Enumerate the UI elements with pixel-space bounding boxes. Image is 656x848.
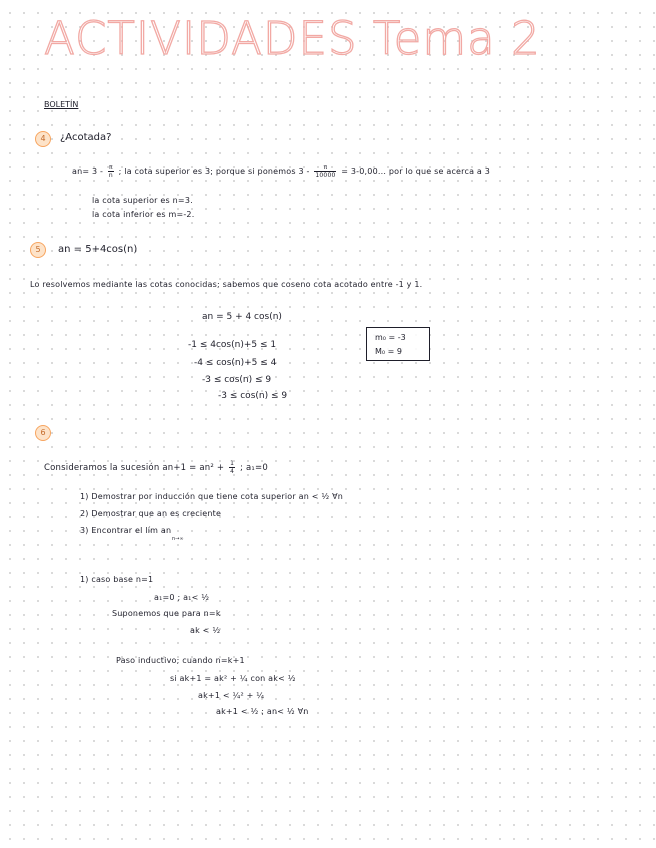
fraction: $\frac{1}{4}$ [230, 460, 235, 475]
section-heading: an = 5+4cos(n) [58, 244, 138, 255]
box-line: M₀ = 9 [375, 347, 402, 356]
step-line: -1 ≤ 4cos(n)+5 ≤ 1 [188, 340, 277, 350]
fraction: $\frac{\pi}{10000}$ [315, 164, 336, 179]
section-4-formula [72, 164, 490, 179]
fraction: $\frac{\pi}{n}$ [108, 164, 113, 179]
case-base-label: 1) caso base n=1 [80, 575, 154, 584]
inductive-line: si ak+1 = ak² + ¼ con ak< ½ [170, 674, 296, 683]
section-heading: ¿Acotada? [60, 132, 112, 143]
formula-suffix: = 3-0,00... por lo que se acerca a 3 [341, 167, 491, 176]
inductive-step-label: Paso inductivo; cuando n=k+1 [116, 656, 245, 665]
case-base-line: a₁=0 ; a₁< ½ [154, 593, 210, 602]
task-line: 3) Encontrar el lím an [80, 526, 172, 535]
formula-prefix: an= 3 - [72, 167, 104, 176]
page-title: ACTIVIDADES Tema 2 [44, 12, 541, 65]
section-5-intro: Lo resolvemos mediante las cotas conocidas; sabemos que coseno cota acotado entre -1 y 1. [30, 280, 423, 289]
step-line: -3 ≤ cos(n) ≤ 9 [202, 375, 272, 385]
task-line: 2) Demostrar que an es creciente [80, 509, 222, 518]
box-line: m₀ = -3 [375, 333, 406, 342]
lower-bound-line: la cota inferior es m=-2. [92, 210, 195, 219]
section-number-badge: 4 [35, 131, 51, 147]
suppose-line-2: ak < ½ [190, 626, 221, 635]
section-number-badge: 5 [30, 242, 46, 258]
upper-bound-line: la cota superior es n=3. [92, 196, 193, 205]
step-line: -3 ≤ cos(n) ≤ 9 [218, 391, 288, 401]
formula-text: ; la cota superior es 3; porque si ponemos 3 - [118, 167, 310, 176]
bounds-box [366, 327, 430, 361]
task-line: 1) Demostrar por inducción que tiene cota superior an < ½ ∀n [80, 492, 344, 501]
inductive-line: ak+1 < ¼² + ¼ [198, 691, 265, 700]
suppose-line: Suponemos que para n=k [112, 609, 221, 618]
section-number-badge: 6 [35, 425, 51, 441]
limit-subscript: n→∞ [172, 536, 184, 542]
boletin-label: BOLETÍN [44, 100, 79, 109]
section-6-statement [44, 460, 268, 475]
step-line: an = 5 + 4 cos(n) [202, 312, 282, 322]
statement-suffix: ; a₁=0 [240, 463, 268, 473]
inductive-line: ak+1 < ½ ; an< ½ ∀n [216, 707, 309, 716]
statement-prefix: Consideramos la sucesión an+1 = an² + [44, 463, 225, 473]
step-line: -4 ≤ cos(n)+5 ≤ 4 [194, 358, 277, 368]
